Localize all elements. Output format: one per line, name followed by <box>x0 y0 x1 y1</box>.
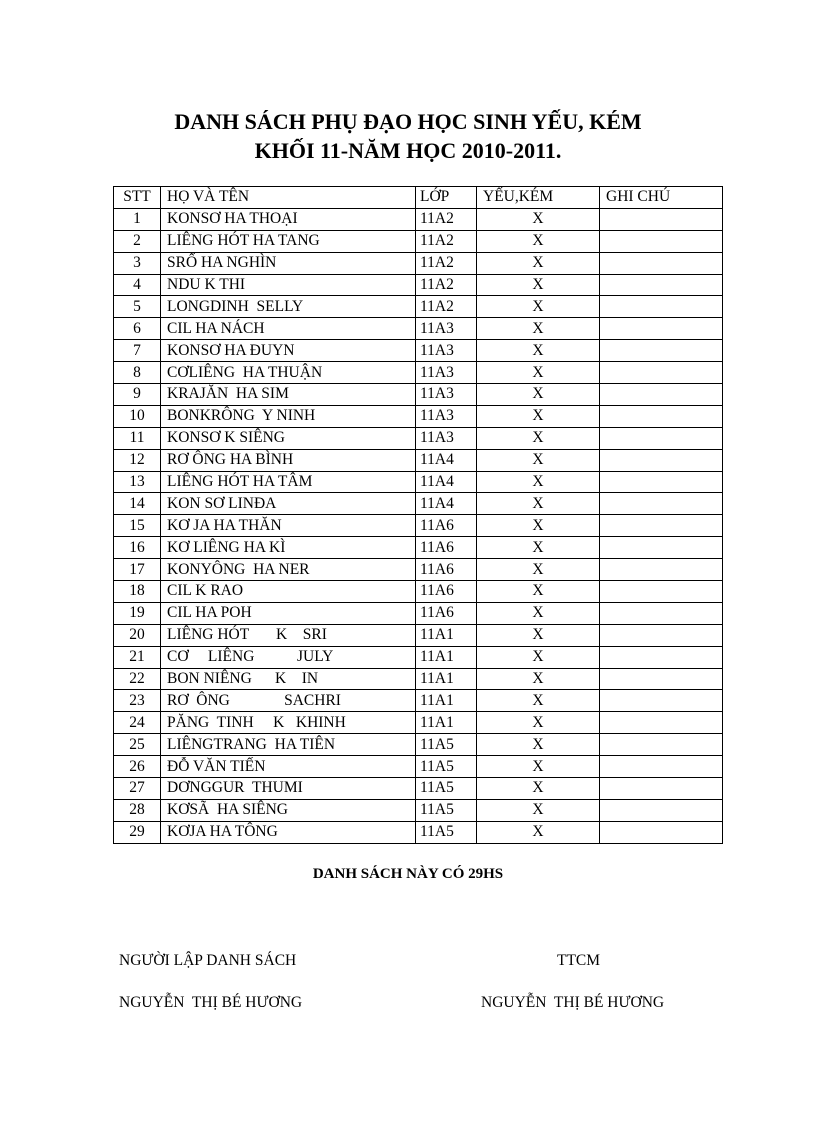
table-row <box>114 449 723 471</box>
cell-class: 11A2 <box>416 252 477 274</box>
header-class: LỚP <box>416 187 477 209</box>
table-row <box>114 799 723 821</box>
cell-name: RƠ ÔNG HA BÌNH <box>161 449 416 471</box>
header-weak: YẾU,KÉM <box>477 187 600 209</box>
table-row <box>114 405 723 427</box>
cell-weak: X <box>477 296 600 318</box>
cell-weak: X <box>477 668 600 690</box>
student-table <box>113 186 723 844</box>
cell-name: PĂNG TINH K KHINH <box>161 712 416 734</box>
cell-stt: 10 <box>114 405 161 427</box>
cell-weak: X <box>477 471 600 493</box>
cell-stt: 18 <box>114 581 161 603</box>
cell-class: 11A4 <box>416 493 477 515</box>
cell-note <box>600 602 723 624</box>
cell-class: 11A3 <box>416 384 477 406</box>
table-row <box>114 537 723 559</box>
cell-stt: 2 <box>114 230 161 252</box>
table-row <box>114 515 723 537</box>
cell-name: KƠ JA HA THĂN <box>161 515 416 537</box>
cell-weak: X <box>477 340 600 362</box>
cell-note <box>600 340 723 362</box>
cell-note <box>600 208 723 230</box>
table-row <box>114 252 723 274</box>
cell-stt: 20 <box>114 624 161 646</box>
cell-note <box>600 318 723 340</box>
cell-stt: 25 <box>114 734 161 756</box>
cell-note <box>600 559 723 581</box>
cell-stt: 6 <box>114 318 161 340</box>
cell-weak: X <box>477 799 600 821</box>
cell-name: LIÊNG HÓT K SRI <box>161 624 416 646</box>
cell-class: 11A4 <box>416 449 477 471</box>
cell-class: 11A5 <box>416 778 477 800</box>
cell-class: 11A6 <box>416 515 477 537</box>
cell-weak: X <box>477 559 600 581</box>
cell-name: CƠLIÊNG HA THUẬN <box>161 362 416 384</box>
cell-class: 11A1 <box>416 646 477 668</box>
cell-name: LIÊNGTRANG HA TIÊN <box>161 734 416 756</box>
cell-stt: 12 <box>114 449 161 471</box>
table-row <box>114 712 723 734</box>
cell-weak: X <box>477 208 600 230</box>
table-row <box>114 230 723 252</box>
table-row <box>114 734 723 756</box>
cell-stt: 17 <box>114 559 161 581</box>
cell-stt: 14 <box>114 493 161 515</box>
cell-stt: 7 <box>114 340 161 362</box>
cell-name: KRAJĂN HA SIM <box>161 384 416 406</box>
cell-stt: 24 <box>114 712 161 734</box>
table-row <box>114 668 723 690</box>
title-line-2: KHỐI 11-NĂM HỌC 2010-2011. <box>254 138 562 163</box>
cell-note <box>600 624 723 646</box>
cell-class: 11A6 <box>416 537 477 559</box>
cell-weak: X <box>477 252 600 274</box>
cell-note <box>600 778 723 800</box>
table-row <box>114 427 723 449</box>
cell-name: KƠJA HA TÔNG <box>161 821 416 843</box>
table-row <box>114 581 723 603</box>
cell-name: BON NIÊNG K IN <box>161 668 416 690</box>
cell-note <box>600 690 723 712</box>
cell-name: ĐỖ VĂN TIẾN <box>161 756 416 778</box>
cell-stt: 21 <box>114 646 161 668</box>
cell-weak: X <box>477 712 600 734</box>
cell-class: 11A5 <box>416 734 477 756</box>
cell-note <box>600 515 723 537</box>
cell-stt: 16 <box>114 537 161 559</box>
table-row <box>114 624 723 646</box>
cell-weak: X <box>477 778 600 800</box>
table-row <box>114 690 723 712</box>
left-signature-name: NGUYỄN THỊ BÉ HƯƠNG <box>119 994 303 1011</box>
cell-name: CIL HA POH <box>161 602 416 624</box>
cell-stt: 11 <box>114 427 161 449</box>
cell-note <box>600 405 723 427</box>
cell-note <box>600 252 723 274</box>
cell-weak: X <box>477 734 600 756</box>
cell-name: LONGDINH SELLY <box>161 296 416 318</box>
table-row <box>114 274 723 296</box>
cell-weak: X <box>477 427 600 449</box>
cell-note <box>600 230 723 252</box>
cell-weak: X <box>477 821 600 843</box>
cell-note <box>600 799 723 821</box>
cell-stt: 15 <box>114 515 161 537</box>
cell-name: KONSƠ K SIÊNG <box>161 427 416 449</box>
cell-class: 11A6 <box>416 602 477 624</box>
cell-class: 11A2 <box>416 274 477 296</box>
table-row <box>114 471 723 493</box>
cell-stt: 8 <box>114 362 161 384</box>
table-row <box>114 821 723 843</box>
cell-stt: 3 <box>114 252 161 274</box>
cell-class: 11A3 <box>416 340 477 362</box>
cell-weak: X <box>477 646 600 668</box>
table-row <box>114 362 723 384</box>
cell-class: 11A6 <box>416 581 477 603</box>
cell-class: 11A5 <box>416 799 477 821</box>
table-row <box>114 318 723 340</box>
table-row <box>114 602 723 624</box>
table-row <box>114 340 723 362</box>
cell-weak: X <box>477 449 600 471</box>
table-row <box>114 208 723 230</box>
cell-class: 11A3 <box>416 427 477 449</box>
cell-note <box>600 493 723 515</box>
table-row <box>114 493 723 515</box>
cell-weak: X <box>477 515 600 537</box>
cell-stt: 28 <box>114 799 161 821</box>
cell-name: KONYÔNG HA NER <box>161 559 416 581</box>
cell-stt: 19 <box>114 602 161 624</box>
cell-weak: X <box>477 405 600 427</box>
table-row <box>114 559 723 581</box>
table-row <box>114 296 723 318</box>
cell-weak: X <box>477 493 600 515</box>
cell-class: 11A1 <box>416 668 477 690</box>
cell-class: 11A4 <box>416 471 477 493</box>
cell-weak: X <box>477 274 600 296</box>
cell-note <box>600 537 723 559</box>
cell-stt: 13 <box>114 471 161 493</box>
cell-note <box>600 756 723 778</box>
cell-note <box>600 668 723 690</box>
cell-name: LIÊNG HÓT HA TANG <box>161 230 416 252</box>
cell-weak: X <box>477 581 600 603</box>
cell-name: RƠ ÔNG SACHRI <box>161 690 416 712</box>
cell-weak: X <box>477 537 600 559</box>
cell-class: 11A2 <box>416 230 477 252</box>
header-note: GHI CHÚ <box>600 187 723 209</box>
cell-weak: X <box>477 756 600 778</box>
left-signature-role: NGƯỜI LẬP DANH SÁCH <box>119 952 297 969</box>
cell-stt: 26 <box>114 756 161 778</box>
cell-name: KƠ LIÊNG HA KÌ <box>161 537 416 559</box>
cell-name: BONKRÔNG Y NINH <box>161 405 416 427</box>
right-signature-name: NGUYỄN THỊ BÉ HƯƠNG <box>481 994 665 1011</box>
cell-weak: X <box>477 362 600 384</box>
cell-weak: X <box>477 624 600 646</box>
cell-note <box>600 427 723 449</box>
table-row <box>114 646 723 668</box>
cell-class: 11A2 <box>416 208 477 230</box>
cell-note <box>600 296 723 318</box>
cell-class: 11A1 <box>416 712 477 734</box>
summary-text: DANH SÁCH NÀY CÓ 29HS <box>312 866 504 882</box>
cell-name: KONSƠ HA ĐUYN <box>161 340 416 362</box>
cell-class: 11A5 <box>416 756 477 778</box>
cell-name: DƠNGGUR THUMI <box>161 778 416 800</box>
cell-note <box>600 449 723 471</box>
header-stt: STT <box>114 187 161 209</box>
cell-class: 11A5 <box>416 821 477 843</box>
cell-stt: 27 <box>114 778 161 800</box>
cell-weak: X <box>477 690 600 712</box>
cell-note <box>600 712 723 734</box>
right-signature-role: TTCM <box>557 952 601 969</box>
cell-name: KƠSÃ HA SIÊNG <box>161 799 416 821</box>
cell-class: 11A3 <box>416 362 477 384</box>
cell-weak: X <box>477 318 600 340</box>
cell-stt: 1 <box>114 208 161 230</box>
cell-name: KON SƠ LINĐA <box>161 493 416 515</box>
cell-class: 11A2 <box>416 296 477 318</box>
cell-weak: X <box>477 384 600 406</box>
cell-note <box>600 581 723 603</box>
cell-stt: 5 <box>114 296 161 318</box>
table-header-row <box>114 187 723 209</box>
table-row <box>114 384 723 406</box>
cell-stt: 4 <box>114 274 161 296</box>
cell-class: 11A1 <box>416 690 477 712</box>
cell-stt: 9 <box>114 384 161 406</box>
cell-name: CIL K RAO <box>161 581 416 603</box>
table-row <box>114 756 723 778</box>
cell-note <box>600 471 723 493</box>
cell-name: CƠ LIÊNG JULY <box>161 646 416 668</box>
cell-stt: 23 <box>114 690 161 712</box>
cell-name: CIL HA NÁCH <box>161 318 416 340</box>
cell-class: 11A3 <box>416 405 477 427</box>
cell-class: 11A3 <box>416 318 477 340</box>
table-row <box>114 778 723 800</box>
cell-note <box>600 362 723 384</box>
cell-note <box>600 384 723 406</box>
table-body <box>114 208 723 843</box>
cell-weak: X <box>477 230 600 252</box>
cell-note <box>600 821 723 843</box>
cell-weak: X <box>477 602 600 624</box>
title-line-1: DANH SÁCH PHỤ ĐẠO HỌC SINH YẾU, KÉM <box>174 109 642 134</box>
cell-class: 11A1 <box>416 624 477 646</box>
cell-note <box>600 734 723 756</box>
cell-stt: 29 <box>114 821 161 843</box>
cell-name: LIÊNG HÓT HA TÂM <box>161 471 416 493</box>
cell-note <box>600 646 723 668</box>
cell-name: SRỔ HA NGHÌN <box>161 252 416 274</box>
header-name: HỌ VÀ TÊN <box>161 187 416 209</box>
cell-note <box>600 274 723 296</box>
cell-name: NDU K THI <box>161 274 416 296</box>
cell-class: 11A6 <box>416 559 477 581</box>
cell-name: KONSƠ HA THOẠI <box>161 208 416 230</box>
cell-stt: 22 <box>114 668 161 690</box>
